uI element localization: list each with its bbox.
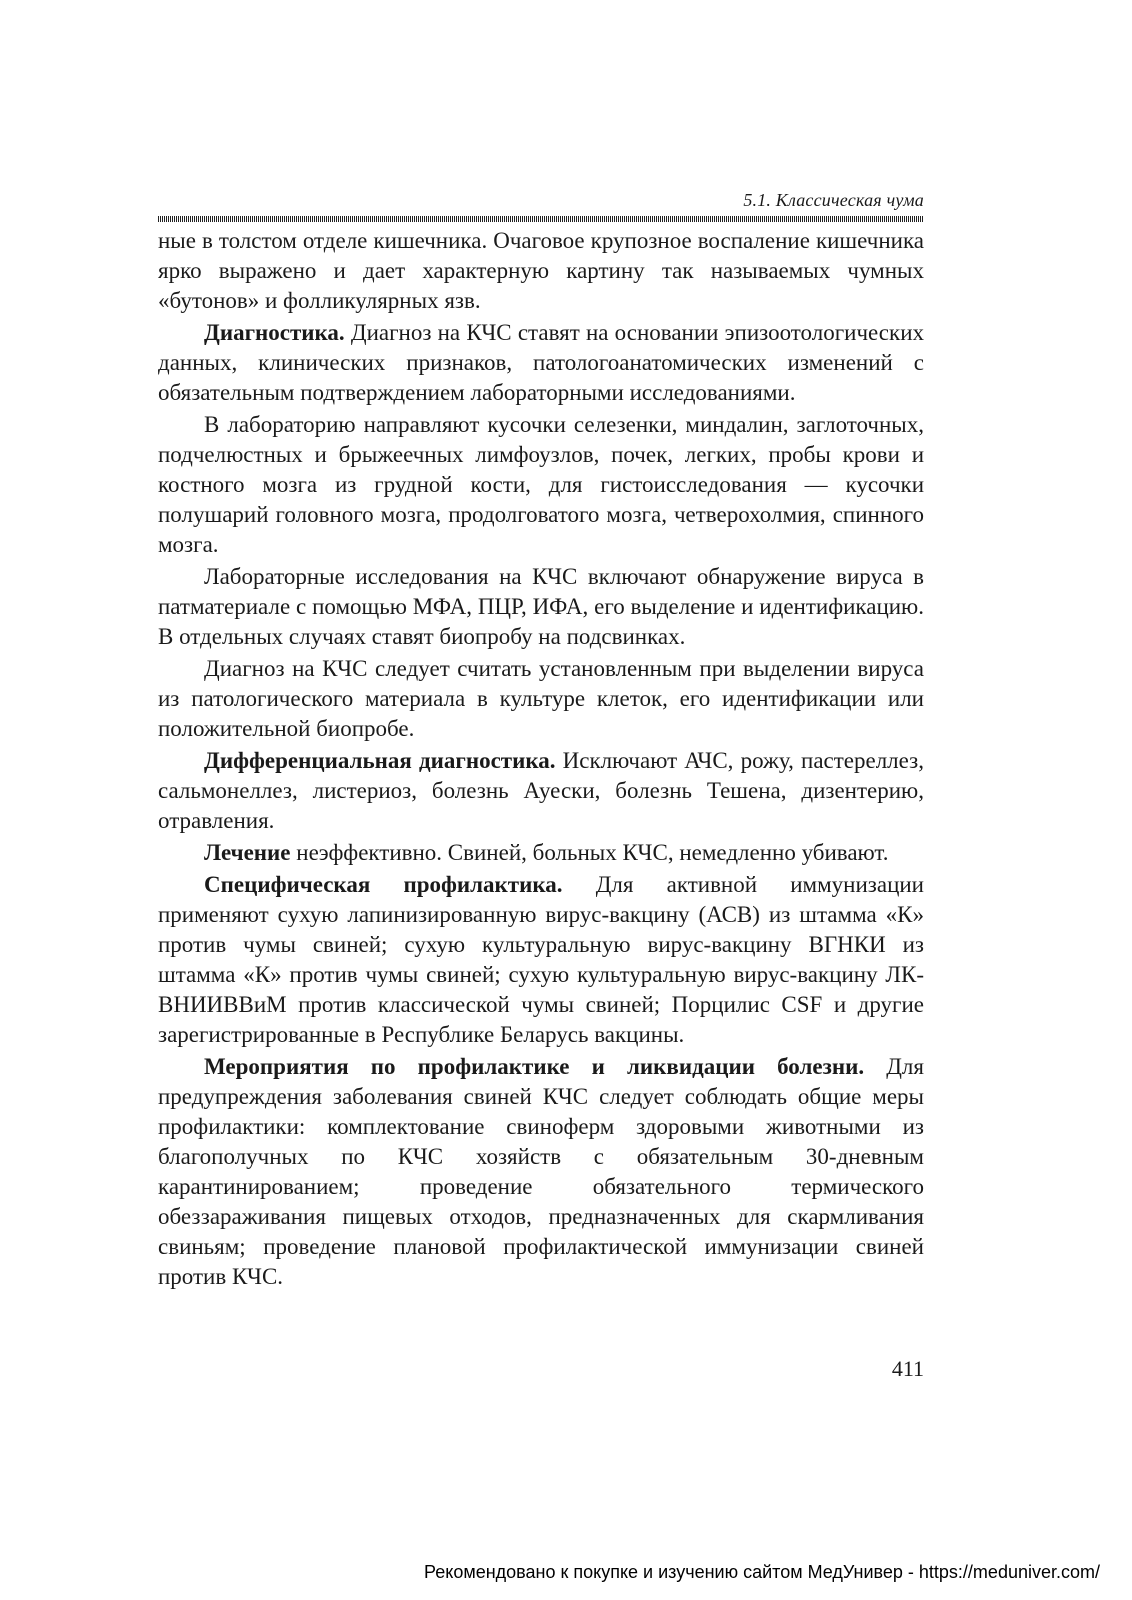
header-rule (158, 216, 924, 222)
paragraph (158, 746, 924, 836)
paragraph-text: Для предупреждения заболевания свиней КЧС следует соблюдать общие меры профилактики: комплектование свиноферм здоровыми животными из благополучных по КЧС хозяйств с обязательным 30-дневным карантинированием; проведение обязательного термического обеззараживания пищевых отходов, предназначенных для скармливания свиньям; проведение плановой профилактической иммунизации свиней против КЧС. (158, 1054, 924, 1289)
paragraph-text: ные в толстом отделе кишечника. Очаговое крупозное воспаление кишечника ярко выражено и дает характерную картину так называемых чумных «бутонов» и фолликулярных язв. (158, 228, 924, 313)
paragraph-text: Для активной иммунизации применяют сухую лапинизированную вирус-вакцину (АСВ) из штамма «К» против чумы свиней; сухую культуральную вирус-вакцину ВГНКИ из штамма «К» против чумы свиней; сухую культуральную вирус-вакцину ЛК-ВНИИВВиМ против классической чумы свиней; Порцилис CSF и другие зарегистрированные в Республике Беларусь вакцины. (158, 872, 924, 1047)
paragraph-text: В лабораторию направляют кусочки селезенки, миндалин, заглоточных, подчелюстных и брыжеечных лимфоузлов, почек, легких, пробы крови и костного мозга из грудной кости, для гистоисследования — кусочки полушарий головного мозга, продолговатого мозга, четверохолмия, спинного мозга. (158, 412, 924, 557)
section-heading: Дифференциальная диагностика. (204, 748, 556, 773)
paragraph (158, 870, 924, 1050)
section-heading: Специфическая профилактика. (204, 872, 563, 897)
body-text (158, 226, 924, 1294)
running-head: 5.1. Классическая чума (743, 190, 924, 210)
paragraph (158, 318, 924, 408)
paragraph (158, 562, 924, 652)
section-heading: Диагностика. (204, 320, 345, 345)
paragraph-text: Диагноз на КЧС следует считать установленным при выделении вируса из патологического материала в культуре клеток, его идентификации или положительной биопробе. (158, 656, 924, 741)
paragraph-text: неэффективно. Свиней, больных КЧС, немедленно убивают. (290, 840, 889, 865)
section-heading: Мероприятия по профилактике и ликвидации болезни. (204, 1054, 865, 1079)
paragraph-text: Лабораторные исследования на КЧС включают обнаружение вируса в патматериале с помощью МФА, ПЦР, ИФА, его выделение и идентификацию. В отдельных случаях ставят биопробу на подсвинках. (158, 564, 924, 649)
page-number: 411 (891, 1356, 924, 1381)
paragraph (158, 226, 924, 316)
paragraph (158, 654, 924, 744)
paragraph (158, 1052, 924, 1292)
paragraph (158, 838, 924, 868)
paragraph (158, 410, 924, 560)
section-heading: Лечение (204, 840, 291, 865)
paragraph-text: Исключают АЧС, рожу, пастереллез, сальмонеллез, листериоз, болезнь Ауески, болезнь Тешена, дизентерию, отравления. (158, 748, 924, 833)
paragraph-text: Диагноз на КЧС ставят на основании эпизоотологических данных, клинических признаков, патологоанатомических изменений с обязательным подтверждением лабораторными исследованиями. (158, 320, 924, 405)
footer-recommendation: Рекомендовано к покупке и изучению сайтом МедУнивер - https://meduniver.com/ (424, 1562, 1100, 1582)
